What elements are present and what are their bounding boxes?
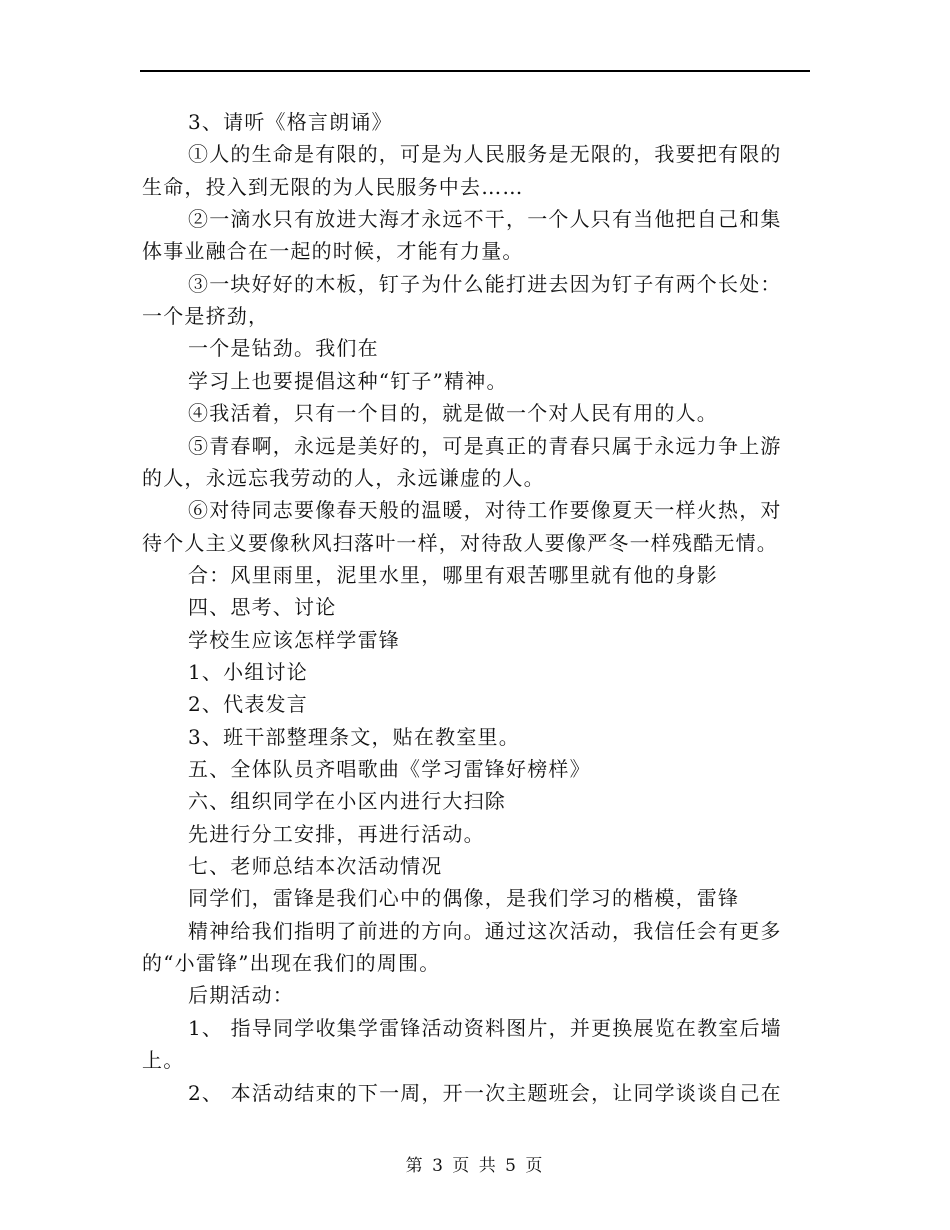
text-line: 四、思考、讨论 bbox=[188, 595, 337, 620]
text-line: 同学们，雷锋是我们心中的偶像，是我们学习的楷模，雷锋 bbox=[188, 886, 740, 911]
text-line: 一个是钻劲。我们在 bbox=[188, 336, 379, 361]
text-line: 待个人主义要像秋风扫落叶一样，对待敌人要像严冬一样残酷无情。 bbox=[142, 530, 778, 555]
text-line: 的“小雷锋”出现在我们的周围。 bbox=[142, 951, 441, 976]
text-line: 2、代表发言 bbox=[188, 692, 308, 717]
text-line: 精神给我们指明了前进的方向。通过这次活动，我信任会有更多 bbox=[188, 918, 782, 943]
text-line: 上。 bbox=[142, 1048, 185, 1073]
text-line: 2、 本活动结束的下一周，开一次主题班会，让同学谈谈自己在 bbox=[188, 1080, 782, 1105]
text-line: 的人，永远忘我劳动的人，永远谦虚的人。 bbox=[142, 465, 545, 490]
text-line: 先进行分工安排，再进行活动。 bbox=[188, 821, 485, 846]
text-line: 学习上也要提倡这种“钉子”精神。 bbox=[188, 368, 508, 393]
text-line: 生命，投入到无限的为人民服务中去…… bbox=[142, 174, 524, 199]
text-line: 五、全体队员齐唱歌曲《学习雷锋好榜样》 bbox=[188, 757, 591, 781]
text-line: 1、 指导同学收集学雷锋活动资料图片，并更换展览在教室后墙 bbox=[188, 1015, 782, 1040]
text-line: 3、班干部整理条文，贴在教室里。 bbox=[188, 724, 520, 749]
text-line: 体事业融合在一起的时候，才能有力量。 bbox=[142, 239, 524, 264]
text-line: ①人的生命是有限的，可是为人民服务是无限的，我要把有限的 bbox=[188, 142, 782, 167]
header-rule bbox=[140, 70, 810, 72]
text-line: ⑤青春啊，永远是美好的，可是真正的青春只属于永远力争上游 bbox=[188, 433, 782, 458]
text-line: 七、老师总结本次活动情况 bbox=[188, 854, 443, 879]
text-line: ⑥对待同志要像春天般的温暖，对待工作要像夏天一样火热，对 bbox=[188, 498, 782, 523]
page-footer: 第 3 页 共 5 页 bbox=[405, 1156, 545, 1176]
text-line: ③一块好好的木板，钉子为什么能打进去因为钉子有两个长处： bbox=[188, 271, 782, 296]
text-line: 合：风里雨里，泥里水里，哪里有艰苦哪里就有他的身影 bbox=[188, 562, 718, 587]
text-line: 3、请听《格言朗诵》 bbox=[188, 110, 393, 134]
text-line: 六、组织同学在小区内进行大扫除 bbox=[188, 789, 506, 814]
text-line: 1、小组讨论 bbox=[188, 659, 308, 684]
text-line: 学校生应该怎样学雷锋 bbox=[188, 627, 400, 652]
text-line: ④我活着，只有一个目的，就是做一个对人民有用的人。 bbox=[188, 401, 718, 426]
text-line: ②一滴水只有放进大海才永远不干，一个人只有当他把自己和集 bbox=[188, 207, 782, 232]
text-line: 后期活动： bbox=[188, 983, 294, 1008]
text-line: 一个是挤劲， bbox=[142, 304, 270, 329]
